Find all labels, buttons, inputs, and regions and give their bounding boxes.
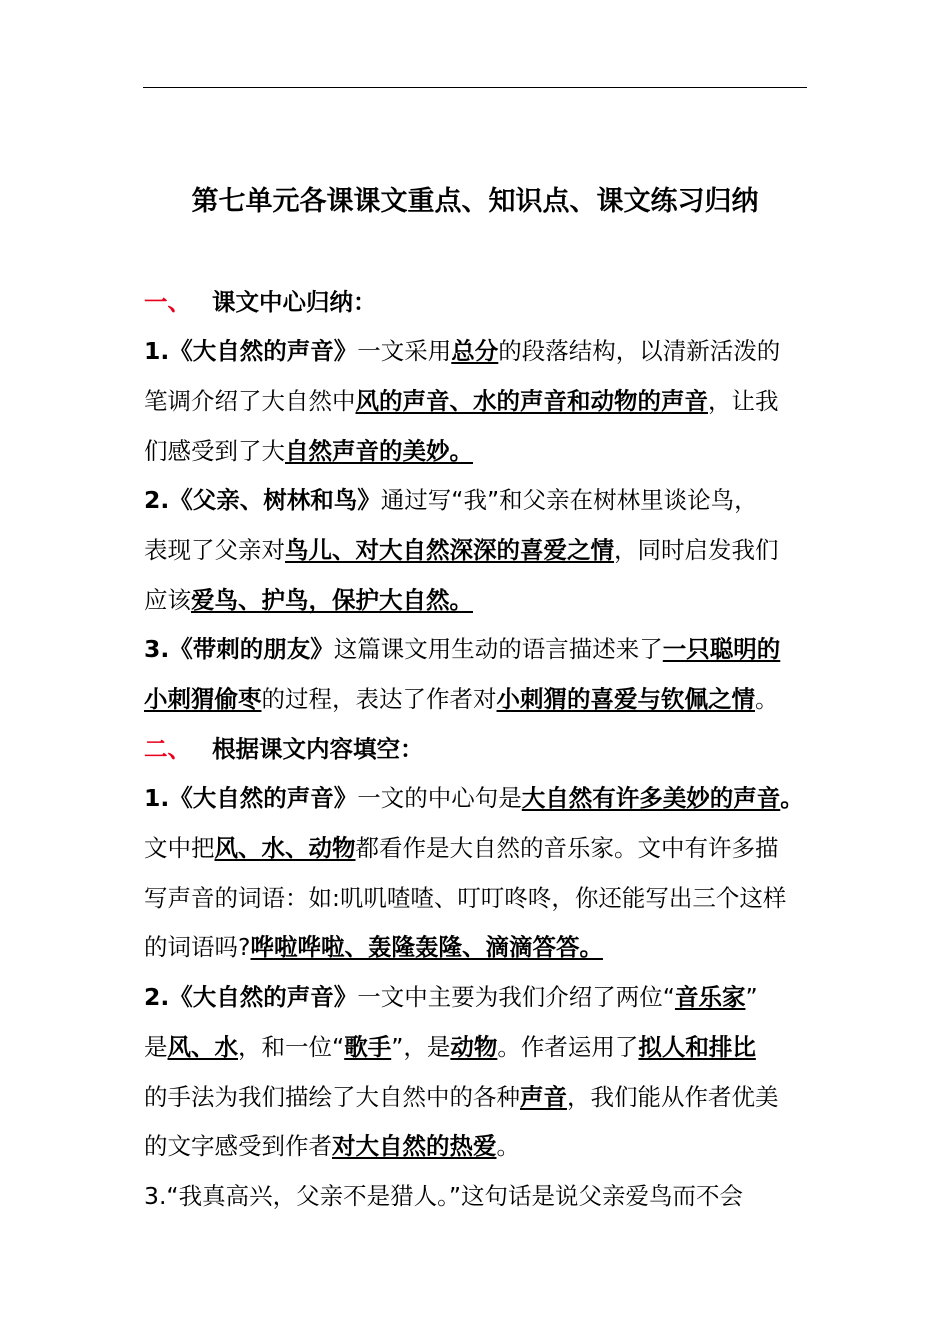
paragraph-line bbox=[144, 929, 824, 965]
paragraph-line bbox=[144, 880, 824, 916]
text-run: 一文采用 bbox=[357, 337, 452, 365]
text-run: 。作者运用了 bbox=[497, 1033, 639, 1061]
answer-blank: 声音 bbox=[520, 1083, 567, 1111]
text-run: ，同时启发我们 bbox=[614, 536, 779, 564]
text-run: 一文中主要为我们介绍了两位“ bbox=[357, 983, 675, 1011]
text-run: 应该 bbox=[144, 586, 191, 614]
section-title: 课文中心归纳： bbox=[212, 288, 377, 316]
text-run: 。 bbox=[780, 784, 804, 812]
header-rule bbox=[143, 87, 807, 88]
paragraph-line bbox=[144, 979, 824, 1015]
answer-blank: 大自然有许多美妙的声音 bbox=[521, 784, 781, 812]
text-run: 一文的中心句是 bbox=[357, 784, 522, 812]
paragraph-line bbox=[144, 532, 824, 568]
paragraph-line bbox=[144, 582, 824, 618]
item-number: 2. bbox=[144, 486, 170, 514]
paragraph-line bbox=[144, 1128, 824, 1164]
page-title: 第七单元各课课文重点、知识点、课文练习归纳 bbox=[191, 186, 759, 217]
text-run: 这篇课文用生动的语言描述来了 bbox=[333, 635, 663, 663]
paragraph-line bbox=[144, 1029, 824, 1065]
answer-blank: 哗啦哗啦、轰隆轰隆、滴滴答答。 bbox=[250, 933, 603, 961]
paragraph-line bbox=[144, 780, 824, 816]
text-run: 们感受到了大 bbox=[144, 437, 285, 465]
text-run: 是 bbox=[144, 1033, 168, 1061]
text-run: ，让我 bbox=[708, 387, 779, 415]
answer-blank: 小刺猬的喜爱与钦佩之情 bbox=[496, 685, 755, 713]
answer-blank: 歌手 bbox=[344, 1033, 392, 1061]
text-run: 。 bbox=[496, 1132, 520, 1160]
text-run: 的段落结构，以清新活泼的 bbox=[498, 337, 781, 365]
paragraph-line bbox=[144, 631, 824, 667]
item-number: 1. bbox=[144, 784, 170, 812]
paragraph-line bbox=[144, 1079, 824, 1115]
text-run: 。 bbox=[755, 685, 779, 713]
answer-blank: 一只聪明的 bbox=[662, 635, 781, 663]
item-number: 2. bbox=[144, 983, 170, 1011]
section-number: 一、 bbox=[144, 288, 191, 316]
section-title: 根据课文内容填空： bbox=[212, 735, 424, 763]
paragraph-line bbox=[144, 333, 824, 369]
section-heading-1 bbox=[144, 284, 824, 320]
text-run: 的过程，表达了作者对 bbox=[261, 685, 497, 713]
text-run: 的词语吗? bbox=[144, 933, 251, 961]
answer-blank: 总分 bbox=[451, 337, 499, 365]
text-run: 通过写“我”和父亲在树林里谈论鸟， bbox=[380, 486, 758, 514]
answer-blank: 拟人和排比 bbox=[638, 1033, 756, 1061]
answer-blank: 风、水 bbox=[167, 1033, 238, 1061]
lesson-title: 《大自然的声音》 bbox=[169, 983, 358, 1011]
paragraph-line bbox=[144, 482, 824, 518]
text-run: 的文字感受到作者 bbox=[144, 1132, 332, 1160]
text-run: 都看作是大自然的音乐家。文中有许多描 bbox=[355, 834, 779, 862]
answer-blank: 小刺猬偷枣 bbox=[144, 685, 262, 713]
lesson-title: 《大自然的声音》 bbox=[169, 337, 358, 365]
paragraph-line bbox=[144, 1178, 824, 1214]
paragraph-line bbox=[144, 433, 824, 469]
text-run: 3.“我真高兴，父亲不是猎人。”这句话是说父亲爱鸟而不会 bbox=[144, 1182, 744, 1210]
section-number: 二、 bbox=[144, 735, 191, 763]
paragraph-line bbox=[144, 830, 824, 866]
section-heading-2 bbox=[144, 731, 824, 767]
answer-blank: 动物 bbox=[450, 1033, 498, 1061]
text-run: 文中把 bbox=[144, 834, 215, 862]
paragraph-line bbox=[144, 383, 824, 419]
paragraph-line bbox=[144, 681, 824, 717]
text-run: ”，是 bbox=[391, 1033, 451, 1061]
answer-blank: 对大自然的热爱 bbox=[332, 1132, 497, 1160]
text-run: ，和一位“ bbox=[238, 1033, 345, 1061]
lesson-title: 《父亲、树林和鸟》 bbox=[169, 486, 381, 514]
lesson-title: 《大自然的声音》 bbox=[169, 784, 358, 812]
answer-blank: 鸟儿、对大自然深深的喜爱之情 bbox=[285, 536, 614, 564]
answer-blank: 风的声音、水的声音和动物的声音 bbox=[355, 387, 708, 415]
text-run: 的手法为我们描绘了大自然中的各种 bbox=[144, 1083, 520, 1111]
item-number: 1. bbox=[144, 337, 170, 365]
text-run: 笔调介绍了大自然中 bbox=[144, 387, 356, 415]
answer-blank: 音乐家 bbox=[674, 983, 746, 1011]
text-run: 写声音的词语：如:叽叽喳喳、叮叮咚咚，你还能写出三个这样 bbox=[144, 884, 787, 912]
text-run: 表现了父亲对 bbox=[144, 536, 285, 564]
answer-blank: 自然声音的美妙。 bbox=[285, 437, 473, 465]
answer-blank: 风、水、动物 bbox=[214, 834, 356, 862]
text-run: ” bbox=[745, 983, 758, 1011]
text-run: ，我们能从作者优美 bbox=[567, 1083, 779, 1111]
answer-blank: 爱鸟、护鸟，保护大自然。 bbox=[191, 586, 473, 614]
item-number: 3. bbox=[144, 635, 170, 663]
lesson-title: 《带刺的朋友》 bbox=[169, 635, 334, 663]
